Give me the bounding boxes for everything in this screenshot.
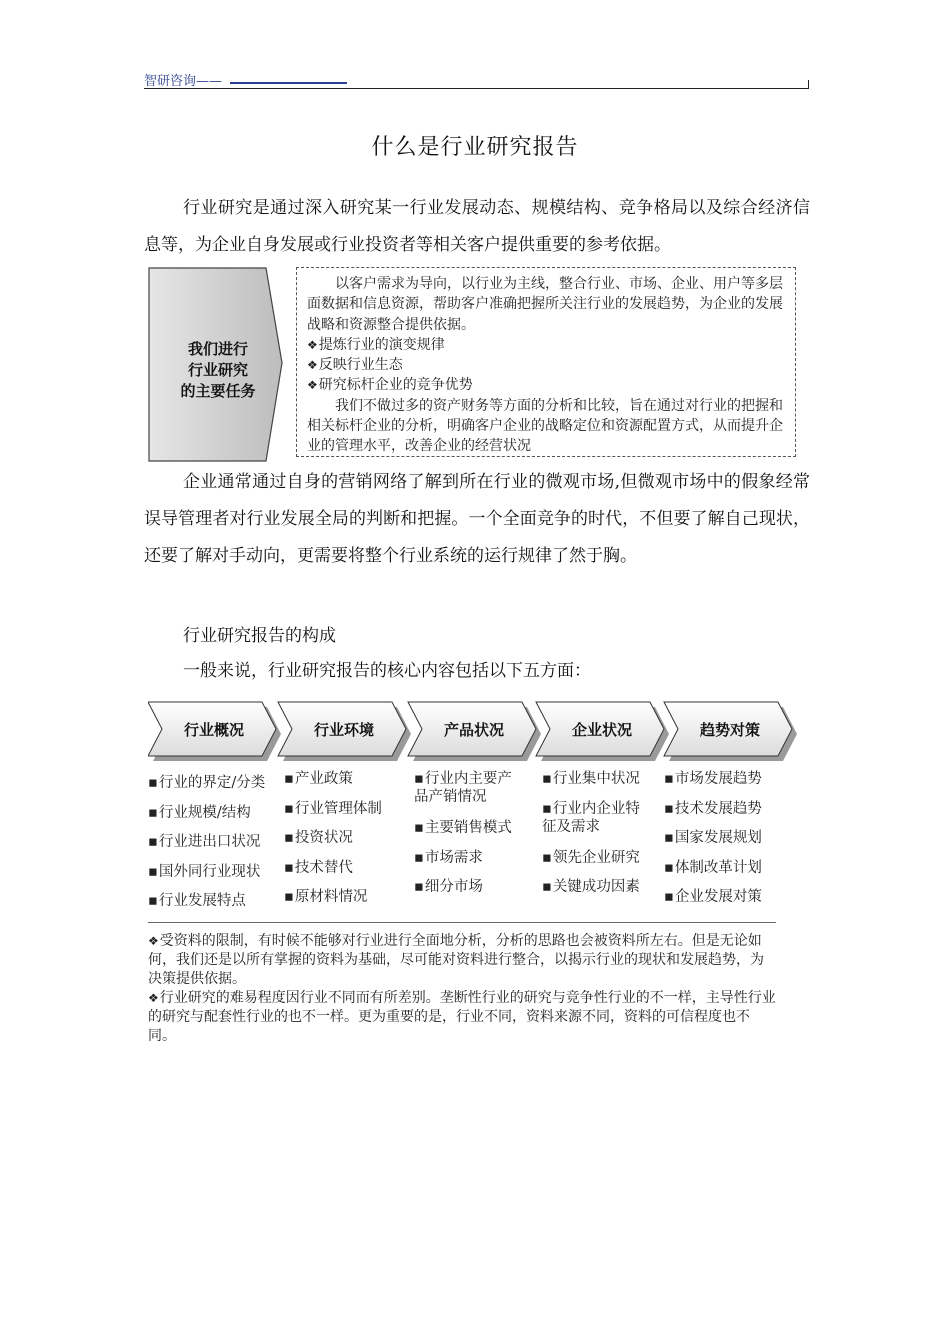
stage-item: ▪ 行业的界定/分类 <box>148 774 265 792</box>
stage-item: ▪ 企业发展对策 <box>664 888 762 906</box>
paragraph-intro: 行业研究是通过深入研究某一行业发展动态、规模结构、竞争格局以及综合经济信息等，为企业自身发展或行业投资者等相关客户提供重要的参考依据。 <box>144 198 810 255</box>
header-rule <box>144 88 809 89</box>
stage-item: ▪ 行业内主要产 品产销情况 <box>414 770 512 806</box>
stage-item: ▪ 行业规模/结构 <box>148 804 251 822</box>
paragraph-market: 企业通常通过自身的营销网络了解到所在行业的微观市场,但微观市场中的假象经常误导管理者对行业发展全局的判断和把握。一个全面竞争的时代，不但要了解自己现状，还要了解对手动向，更需要将整个行业系统的运行规律了然于胸。 <box>144 472 810 566</box>
figure-divider <box>148 922 776 923</box>
figure-notes <box>148 932 776 1046</box>
header-rule-tick <box>808 80 809 89</box>
task-label <box>160 339 276 402</box>
task-label-line: 我们进行 <box>187 340 248 358</box>
header-brand: 智研咨询—— <box>144 74 223 89</box>
stage-item: ▪ 原材料情况 <box>284 888 367 906</box>
figure-report-structure <box>148 700 808 1060</box>
task-bullet: ❖ 反映行业生态 <box>307 355 783 375</box>
task-label-line: 的主要任务 <box>180 382 256 400</box>
stage-item: ▪ 技术发展趋势 <box>664 800 762 818</box>
task-label-line: 行业研究 <box>187 361 248 379</box>
stage-item: ▪ 投资状况 <box>284 829 353 847</box>
stage-label: 产品状况 <box>443 721 504 739</box>
stage-item: ▪ 领先企业研究 <box>542 849 640 867</box>
stage-item: ▪ 产业政策 <box>284 770 353 788</box>
task-closing: 我们不做过多的资产财务等方面的分析和比较，旨在通过对行业的把握和相关标杆企业的分析，明确客户企业的战略定位和资源配置方式，从而提升企业的管理水平，改善企业的经营状况 <box>307 397 783 455</box>
stage-item: ▪ 体制改革计划 <box>664 859 762 877</box>
stage-item: ▪ 行业管理体制 <box>284 800 382 818</box>
section-heading: 行业研究报告的构成 <box>183 626 336 646</box>
section-lead: 一般来说，行业研究报告的核心内容包括以下五方面： <box>183 661 591 681</box>
note-item: ❖ 行业研究的难易程度因行业不同而有所差别。垄断性行业的研究与竞争性行业的不一样，主导性行业的研究与配套性行业的也不一样。更为重要的是，行业不同，资料来源不同，资料的可信程度也不同。 <box>148 989 776 1046</box>
task-description-box <box>296 267 796 457</box>
stage-label: 企业状况 <box>571 721 632 739</box>
page-title: 什么是行业研究报告 <box>371 135 579 160</box>
note-item: ❖ 受资料的限制，有时候不能够对行业进行全面地分析，分析的思路也会被资料所左右。但是无论如何，我们还是以所有掌握的资料为基础，尽可能对资料进行整合，以揭示行业的现状和发展趋势，为决策提供依据。 <box>148 932 776 989</box>
task-bullet: ❖ 研究标杆企业的竞争优势 <box>307 375 783 395</box>
stage-item: ▪ 行业内企业特 征及需求 <box>542 800 640 836</box>
stage-item: ▪ 技术替代 <box>284 859 353 877</box>
stage-label: 趋势对策 <box>699 721 760 739</box>
stage-item: ▪ 行业进出口状况 <box>148 833 260 851</box>
task-bullet: ❖ 提炼行业的演变规律 <box>307 335 783 355</box>
stage-item: ▪ 市场需求 <box>414 849 483 867</box>
stage-item: ▪ 市场发展趋势 <box>664 770 762 788</box>
stage-item: ▪ 关键成功因素 <box>542 878 640 896</box>
stage-label: 行业环境 <box>313 721 374 739</box>
stage-item: ▪ 主要销售模式 <box>414 819 512 837</box>
figure-research-tasks <box>148 267 800 463</box>
task-intro: 以客户需求为导向，以行业为主线，整合行业、市场、企业、用户等多层面数据和信息资源，帮助客户准确把握所关注行业的发展趋势，为企业的发展战略和资源整合提供依据。 <box>307 276 783 333</box>
stage-label: 行业概况 <box>183 721 244 739</box>
stage-item: ▪ 行业发展特点 <box>148 892 246 910</box>
header-link-underline[interactable] <box>230 82 347 84</box>
stage-item: ▪ 细分市场 <box>414 878 483 896</box>
stage-item: ▪ 国家发展规划 <box>664 829 762 847</box>
stage-item: ▪ 国外同行业现状 <box>148 863 260 881</box>
stage-item: ▪ 行业集中状况 <box>542 770 640 788</box>
